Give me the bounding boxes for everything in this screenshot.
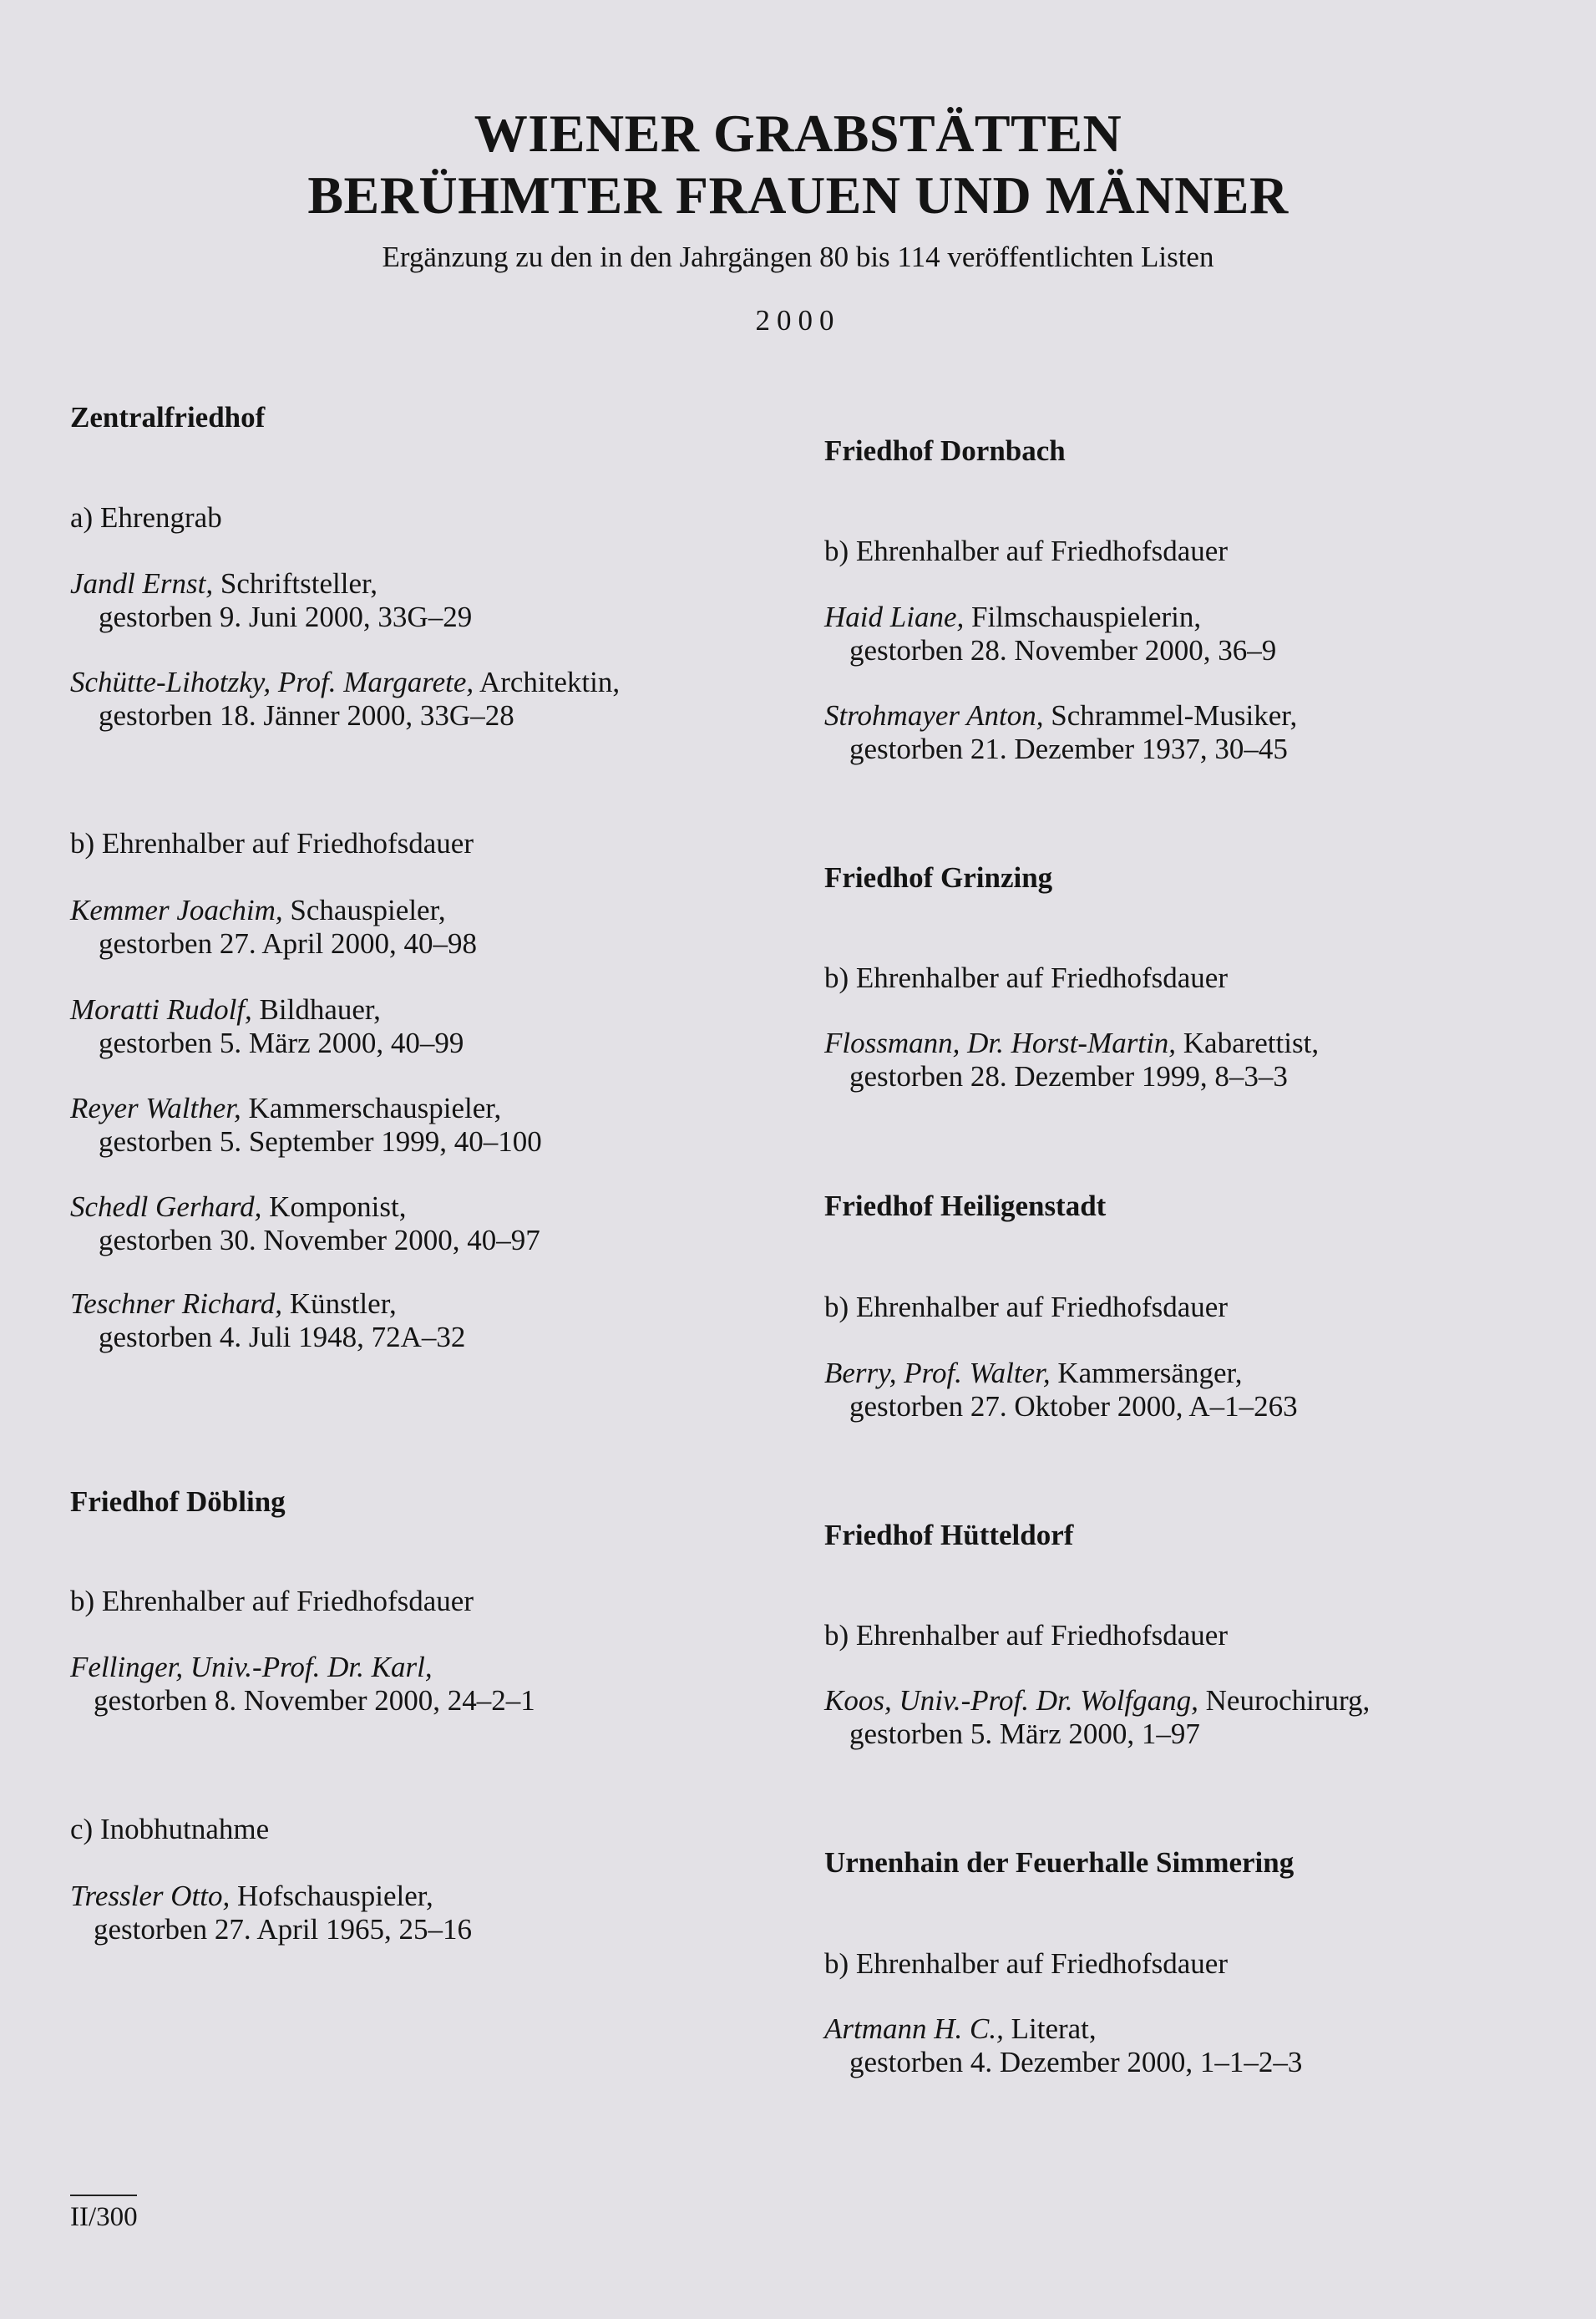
person-name: Reyer Walther, — [70, 1092, 241, 1124]
page-year: 2000 — [755, 304, 841, 337]
grave-entry — [824, 601, 1276, 667]
person-profession: Hofschauspieler, — [230, 1880, 433, 1912]
death-and-grave: gestorben 21. Dezember 1937, 30–45 — [849, 733, 1288, 765]
person-name: Schütte-Lihotzky, Prof. Margarete, — [70, 666, 474, 698]
person-name: Flossmann, Dr. Horst-Martin, — [824, 1027, 1177, 1059]
grave-entry — [70, 666, 620, 733]
section-heading-doebling: Friedhof Döbling — [70, 1485, 286, 1518]
death-and-grave: gestorben 5. September 1999, 40–100 — [99, 1125, 542, 1158]
section-heading-huetteldorf: Friedhof Hütteldorf — [824, 1519, 1074, 1551]
page-title-line-1: WIENER GRABSTÄTTEN — [474, 104, 1122, 163]
person-profession: Schauspieler, — [282, 894, 446, 926]
person-name: Artmann H. C., — [824, 2012, 1004, 2045]
subsection-ehrenhalber: b) Ehrenhalber auf Friedhofsdauer — [824, 962, 1228, 994]
death-and-grave: gestorben 27. Oktober 2000, A–1–263 — [849, 1390, 1298, 1423]
person-profession: Literat, — [1003, 2012, 1097, 2045]
subsection-ehrenhalber: b) Ehrenhalber auf Friedhofsdauer — [824, 1291, 1228, 1323]
subsection-inobhutnahme: c) Inobhutnahme — [70, 1813, 270, 1845]
grave-entry — [70, 1190, 540, 1257]
grave-entry — [70, 894, 477, 961]
subsection-ehrenhalber: b) Ehrenhalber auf Friedhofsdauer — [824, 1947, 1228, 1980]
grave-entry — [824, 1027, 1319, 1094]
death-and-grave: gestorben 18. Jänner 2000, 33G–28 — [99, 699, 514, 732]
grave-entry — [824, 1684, 1370, 1751]
person-name: Jandl Ernst, — [70, 567, 214, 600]
person-profession: Schriftsteller, — [213, 567, 377, 600]
person-name: Strohmayer Anton, — [824, 699, 1044, 732]
subsection-ehrenhalber: b) Ehrenhalber auf Friedhofsdauer — [824, 1619, 1228, 1652]
person-profession: Architektin, — [474, 666, 621, 698]
person-profession: Kabarettist, — [1176, 1027, 1320, 1059]
person-profession: Neurochirurg, — [1198, 1684, 1371, 1717]
page-subtitle: Ergänzung zu den in den Jahrgängen 80 bis 114 veröffentlichten Listen — [382, 241, 1214, 273]
death-and-grave: gestorben 28. Dezember 1999, 8–3–3 — [849, 1060, 1288, 1093]
subsection-ehrenhalber: b) Ehrenhalber auf Friedhofsdauer — [70, 827, 474, 860]
page-title-line-2: BERÜHMTER FRAUEN UND MÄNNER — [307, 165, 1289, 225]
death-and-grave: gestorben 5. März 2000, 1–97 — [849, 1718, 1200, 1750]
page-number: II/300 — [70, 2202, 138, 2232]
grave-entry — [70, 1287, 465, 1354]
section-heading-zentralfriedhof: Zentralfriedhof — [70, 401, 266, 434]
section-heading-dornbach: Friedhof Dornbach — [824, 434, 1066, 467]
person-name: Teschner Richard, — [70, 1287, 283, 1320]
grave-entry — [70, 1880, 472, 1946]
subsection-ehrenhalber: b) Ehrenhalber auf Friedhofsdauer — [70, 1585, 474, 1617]
person-profession: Schrammel-Musiker, — [1043, 699, 1298, 732]
section-heading-heiligenstadt: Friedhof Heiligenstadt — [824, 1190, 1107, 1222]
person-profession: Kammersänger, — [1050, 1357, 1243, 1389]
subsection-ehrenhalber: b) Ehrenhalber auf Friedhofsdauer — [824, 535, 1228, 567]
person-name: Haid Liane, — [824, 601, 965, 633]
person-name: Moratti Rudolf, — [70, 993, 252, 1026]
person-name: Berry, Prof. Walter, — [824, 1357, 1051, 1389]
person-profession: Komponist, — [261, 1190, 407, 1223]
person-name: Koos, Univ.-Prof. Dr. Wolfgang, — [824, 1684, 1198, 1717]
person-profession: Filmschauspielerin, — [964, 601, 1202, 633]
person-name: Schedl Gerhard, — [70, 1190, 262, 1223]
person-name: Kemmer Joachim, — [70, 894, 283, 926]
person-name: Fellinger, Univ.-Prof. Dr. Karl, — [70, 1651, 433, 1683]
death-and-grave: gestorben 8. November 2000, 24–2–1 — [94, 1684, 535, 1717]
death-and-grave: gestorben 30. November 2000, 40–97 — [99, 1224, 540, 1256]
death-and-grave: gestorben 4. Juli 1948, 72A–32 — [99, 1321, 466, 1353]
footer-divider — [70, 2195, 137, 2196]
subsection-ehrengrab: a) Ehrengrab — [70, 501, 222, 534]
death-and-grave: gestorben 4. Dezember 2000, 1–1–2–3 — [849, 2046, 1303, 2078]
person-profession: Kammerschauspieler, — [241, 1092, 502, 1124]
grave-entry — [70, 567, 472, 634]
person-name: Tressler Otto, — [70, 1880, 231, 1912]
grave-entry — [70, 993, 464, 1060]
death-and-grave: gestorben 5. März 2000, 40–99 — [99, 1027, 464, 1059]
death-and-grave: gestorben 27. April 1965, 25–16 — [94, 1913, 473, 1946]
grave-entry — [824, 1357, 1298, 1423]
grave-entry — [824, 2012, 1302, 2079]
death-and-grave: gestorben 9. Juni 2000, 33G–29 — [99, 601, 473, 633]
section-heading-grinzing: Friedhof Grinzing — [824, 861, 1053, 894]
death-and-grave: gestorben 27. April 2000, 40–98 — [99, 927, 478, 960]
grave-entry — [70, 1092, 542, 1159]
section-heading-simmering: Urnenhain der Feuerhalle Simmering — [824, 1846, 1295, 1879]
person-profession: Bildhauer, — [251, 993, 381, 1026]
person-profession: Künstler, — [282, 1287, 397, 1320]
grave-entry — [70, 1651, 535, 1718]
grave-entry — [824, 699, 1297, 766]
death-and-grave: gestorben 28. November 2000, 36–9 — [849, 634, 1277, 667]
